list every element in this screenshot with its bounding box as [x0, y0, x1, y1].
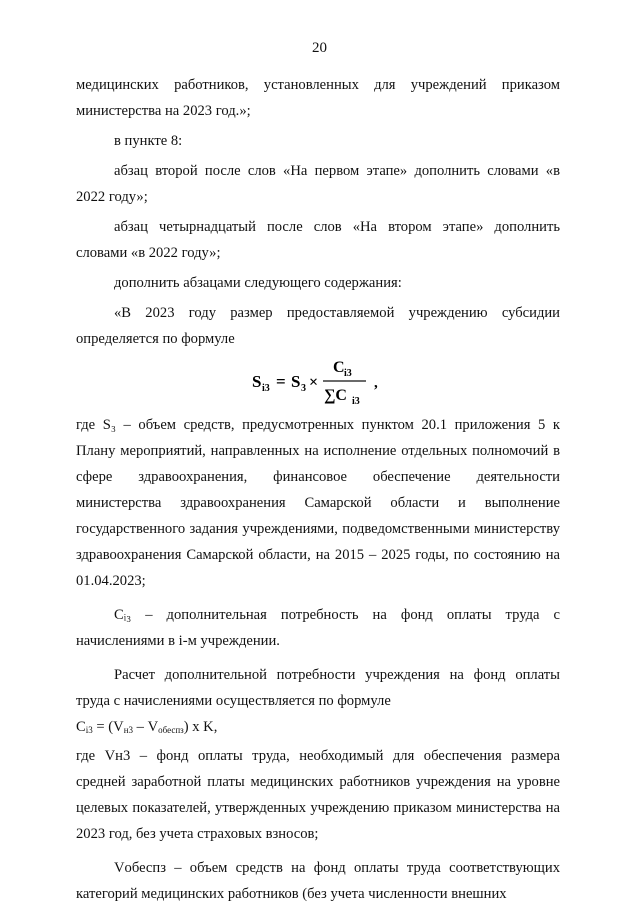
formula2-eq: = (V	[92, 719, 124, 735]
paragraph: Расчет дополнительной потребности учреждения на фонд оплаты труда с начислениями осуществляется по формуле	[76, 667, 560, 709]
paragraph: где S₃ – объем средств, предусмотренных пунктом 20.1 приложения 5 к Плану мероприятий, направленных на исполнение отдельных полномочий в сфере здравоохранения, финансовое обеспечение деятельности министерства здравоохранения Самарской области и выполнение государственного задания учреждениями, подведомственными министерству здравоохранения Самарской области, на 2015 – 2025 годы, по состоянию на 01.04.2023;	[76, 417, 560, 589]
paragraph: дополнить абзацами следующего содержания:	[114, 275, 402, 291]
paragraph: где Vн3 – фонд оплаты труда, необходимый для обеспечения размера средней заработной платы медицинских работников учреждения на уровне целевых показателей, утвержденных учреждению приказом министерства на 2023 год, без учета страховых взносов;	[76, 748, 560, 842]
formula-num: C	[333, 359, 345, 376]
subsidy-formula-graphic	[248, 354, 388, 410]
paragraph: абзац четырнадцатый после слов «На втором этапе» дополнить словами «в 2022 году»;	[76, 219, 560, 261]
formula2-minus: – V	[133, 719, 159, 735]
page-number: 20	[312, 40, 327, 56]
wage-fund-formula	[76, 714, 560, 743]
formula-num-sub: i3	[344, 368, 352, 379]
paragraph: медицинских работников, установленных для учреждений приказом министерства на 2023 год.»;	[76, 77, 560, 119]
subsidy-formula	[76, 354, 560, 410]
paragraph: Cᵢ₃ – дополнительная потребность на фонд оплаты труда с начислениями в i-м учреждении.	[76, 607, 560, 649]
formula-comma: ,	[374, 375, 378, 391]
formula-times: ×	[309, 374, 319, 391]
formula2-lhs-sub: i3	[85, 725, 93, 735]
formula-s: S	[291, 372, 301, 391]
formula2-tail: ) x K,	[183, 719, 218, 735]
formula2-lhs: C	[76, 719, 86, 735]
paragraph: в пункте 8:	[114, 133, 183, 149]
formula2-v1-sub: н3	[123, 725, 134, 735]
page-body	[76, 72, 560, 907]
formula-eq: =	[276, 372, 286, 391]
paragraph: Vобеспз – объем средств на фонд оплаты труда соответствующих категорий медицинских работников (без учета численности внешних	[76, 860, 560, 902]
formula-den-sub: i3	[352, 396, 360, 407]
paragraph: абзац второй после слов «На первом этапе» дополнить словами «в 2022 году»;	[76, 163, 560, 205]
formula-lhs: S	[252, 372, 262, 391]
formula-den: ∑C	[324, 387, 347, 404]
paragraph: «В 2023 году размер предоставляемой учреждению субсидии определяется по формуле	[76, 305, 560, 347]
formula2-v2-sub: обеспз	[158, 725, 184, 735]
formula-s-sub: 3	[301, 383, 306, 394]
formula-lhs-sub: i3	[262, 383, 270, 394]
